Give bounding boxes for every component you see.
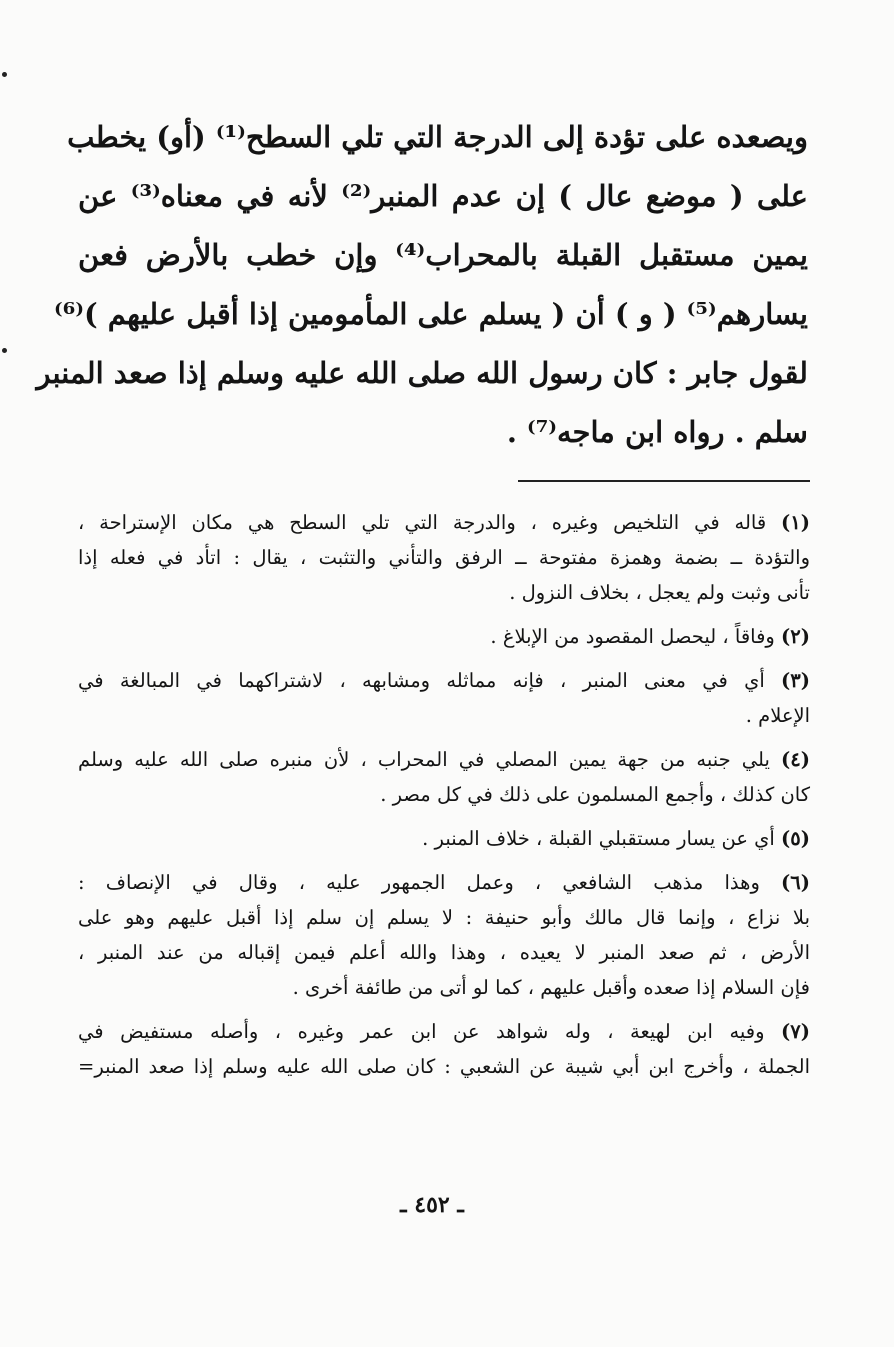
footnote-1 (78, 505, 810, 610)
footnote-line: فإن السلام إذا صعده وأقبل عليهم ، كما لو أتى من طائفة أخرى . (292, 976, 810, 999)
footnote-number: (١) (781, 511, 810, 534)
footnote-text: يلي جنبه من جهة يمين المصلي في المحراب ، لأن منبره صلى الله عليه وسلم (78, 748, 770, 771)
scan-speck (2, 72, 7, 77)
footnote-line: الجملة ، وأخرج ابن أبي شيبة عن الشعبي : كان صلى الله عليه وسلم إذا صعد المنبر= (78, 1055, 810, 1078)
footnote-2 (78, 619, 810, 654)
footnotes (78, 505, 810, 1093)
footnote-line: كان كذلك ، وأجمع المسلمون على ذلك في كل مصر . (380, 783, 810, 806)
footnote-number: (٣) (781, 669, 810, 692)
footnote-3 (78, 663, 810, 733)
footnote-text: أي عن يسار مستقبلي القبلة ، خلاف المنبر . (422, 827, 775, 850)
footnote-line (78, 663, 810, 698)
main-text-line: لقول جابر : كان رسول الله صلى الله عليه وسلم إذا صعد المنبر (36, 356, 808, 390)
footnote-line: الأرض ، ثم صعد المنبر لا يعيده ، وهذا والله أعلم فيمن إقباله من عند المنبر ، (78, 941, 810, 964)
footnote-text: قاله في التلخيص وغيره ، والدرجة التي تلي السطح هي مكان الإستراحة ، (78, 511, 767, 534)
footnote-line: تأنى وثبت ولم يعجل ، بخلاف النزول . (509, 581, 810, 604)
main-text-line: يمين مستقبل القبلة بالمحراب⁽⁴⁾ وإن خطب بالأرض فعن (78, 238, 809, 272)
footnote-line (78, 742, 810, 777)
footnote-text: وفاقاً ، ليحصل المقصود من الإبلاغ . (490, 625, 775, 648)
footnote-number: (٦) (781, 871, 810, 894)
footnote-line: والتؤدة ــ بضمة وهمزة مفتوحة ــ الرفق والتأني والتثبت ، يقال : اتأد في فعله إذا (78, 546, 810, 569)
footnote-6 (78, 865, 810, 1005)
footnote-line (78, 1014, 810, 1049)
footnote-text: أي في معنى المنبر ، فإنه مماثله ومشابهه ، لاشتراكهما في المبالغة في (78, 669, 765, 692)
footnote-number: (٥) (781, 827, 810, 850)
footnote-4 (78, 742, 810, 812)
footnote-5 (78, 821, 810, 856)
footnote-number: (٤) (781, 748, 810, 771)
footnote-number: (٧) (781, 1020, 810, 1043)
footnote-line: الإعلام . (745, 704, 810, 727)
main-text-line: يسارهم⁽⁵⁾ ( و ) أن ( يسلم على المأمومين إذا أقبل عليهم )⁽⁶⁾ (53, 297, 808, 331)
main-text-line: ويصعده على تؤدة إلى الدرجة التي تلي السطح⁽¹⁾ (أو) يخطب (67, 120, 808, 154)
footnote-divider (518, 480, 810, 482)
page-number: ـ ٤٥٢ ـ (400, 1192, 464, 1218)
main-text-line: على ( موضع عال ) إن عدم المنبر⁽²⁾ لأنه في معناه⁽³⁾ عن (78, 179, 808, 213)
footnote-7 (78, 1014, 810, 1084)
footnote-number: (٢) (781, 625, 810, 648)
footnote-text: وهذا مذهب الشافعي ، وعمل الجمهور عليه ، وقال في الإنصاف : (78, 871, 760, 894)
main-text-line: سلم . رواه ابن ماجه⁽⁷⁾ . (506, 415, 808, 449)
footnote-line: بلا نزاع ، وإنما قال مالك وأبو حنيفة : لا يسلم إن سلم إذا أقبل عليهم وهو على (78, 906, 810, 929)
main-text (36, 108, 809, 462)
scan-speck (2, 348, 7, 353)
footnote-line (78, 505, 810, 540)
footnote-line (78, 865, 810, 900)
footnote-line (78, 821, 810, 856)
footnote-line (78, 619, 810, 654)
footnote-text: وفيه ابن لهيعة ، وله شواهد عن ابن عمر وغيره ، وأصله مستفيض في (78, 1020, 765, 1043)
